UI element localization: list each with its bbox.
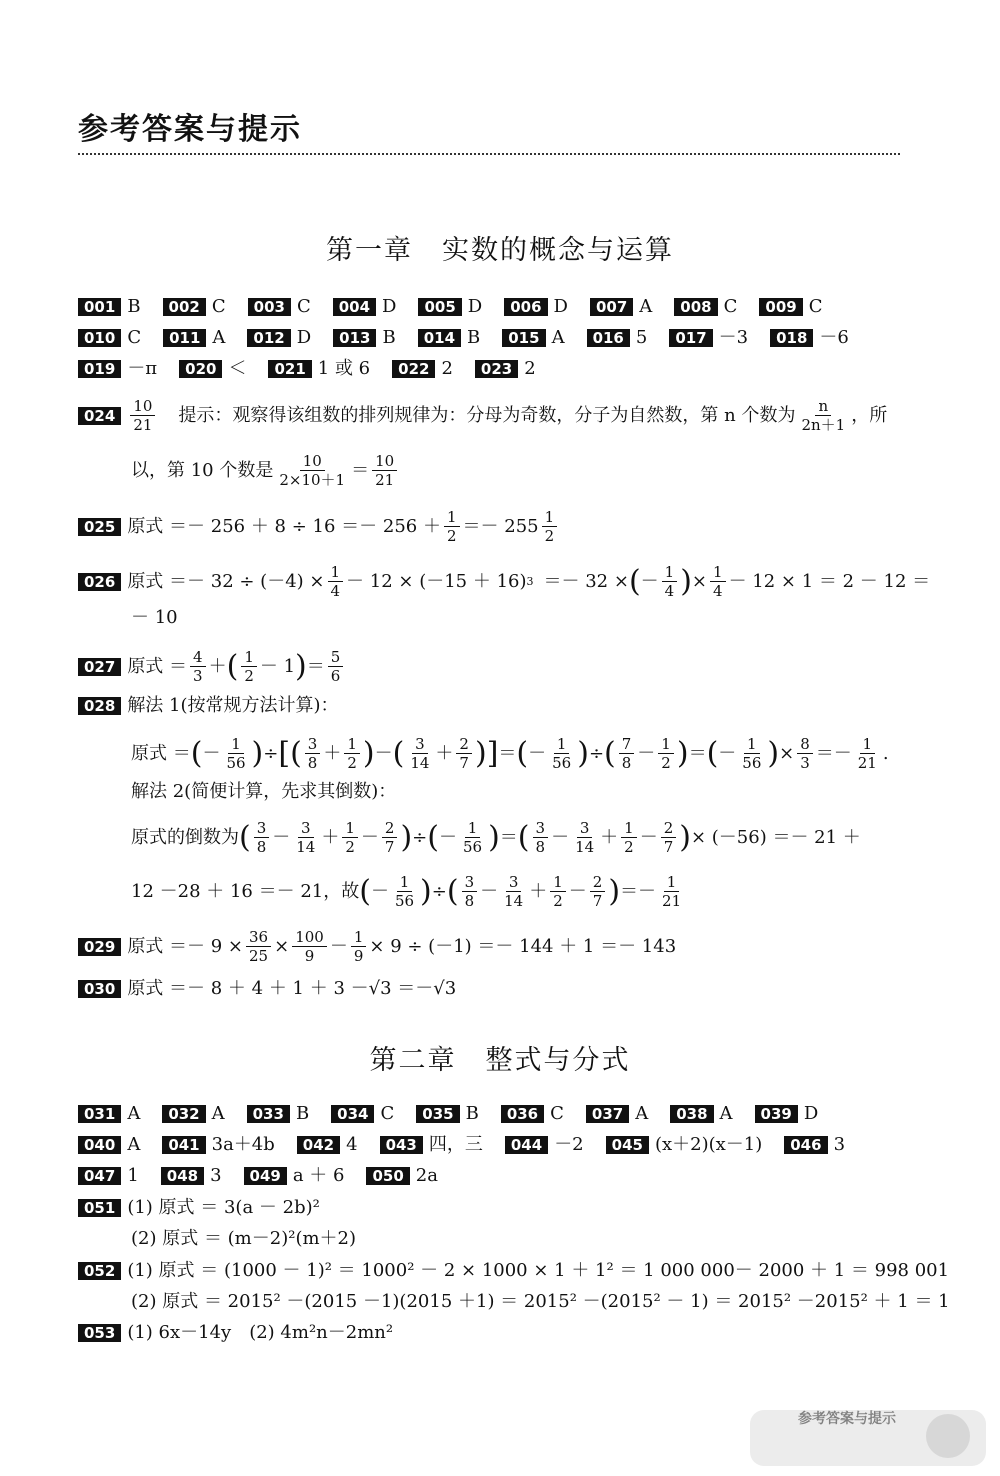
question-tag: 047 <box>78 1167 121 1185</box>
answer-item <box>418 325 481 351</box>
fraction: $\frac{36}{25}$ <box>246 928 271 965</box>
answer-052: 052 (1) 原式 ＝ (1000 － 1)² ＝ 1000² － 2 × 1000 × 1 ＋ 1² ＝ 1 000 000－ 2000 ＋ 1 ＝ 998 001 <box>78 1258 949 1284</box>
answer-item <box>248 294 311 320</box>
answer-value: A <box>551 327 565 348</box>
answer-value: D <box>296 327 312 348</box>
answer-item <box>78 1163 139 1189</box>
question-tag: 024 <box>78 407 121 425</box>
answer-026: 026 原式 ＝－ 32 ÷ (－4) × $\frac{1}{4}$ － 12 × (－15 ＋ 16) 3 ＝－ 32 × ( － $\frac{1}{4}$ ) × $\frac{1}{4}$ － 12 × 1 ＝ 2 － 12 ＝ <box>78 563 930 600</box>
answer-item <box>587 325 648 351</box>
question-tag: 019 <box>78 360 121 378</box>
answer-item <box>475 356 536 382</box>
question-tag: 050 <box>366 1167 409 1185</box>
answer-value: C <box>380 1103 395 1124</box>
question-tag: 001 <box>78 298 121 316</box>
answer-value: 1 <box>127 1165 139 1186</box>
answer-value: A <box>127 1103 141 1124</box>
question-tag: 013 <box>333 329 376 347</box>
answer-value: 4 <box>346 1134 358 1155</box>
answer-item <box>297 1132 358 1158</box>
answer-value: C <box>127 327 142 348</box>
question-tag: 027 <box>78 658 121 676</box>
question-tag: 048 <box>161 1167 204 1185</box>
question-tag: 033 <box>247 1105 290 1123</box>
answer-item <box>606 1132 763 1158</box>
question-tag: 008 <box>674 298 717 316</box>
question-tag: 038 <box>670 1105 713 1123</box>
answer-value: 2a <box>415 1165 438 1186</box>
answer-item <box>501 1101 564 1127</box>
answer-item <box>244 1163 345 1189</box>
fraction: $\frac{4}{3}$ <box>190 648 206 685</box>
answer-025: 025 原式 ＝－ 256 ＋ 8 ÷ 16 ＝－ 256 ＋ $\frac{1}{2}$ ＝－ 255 $\frac{1}{2}$ <box>78 508 560 545</box>
answer-value: C <box>723 296 738 317</box>
question-tag: 021 <box>268 360 311 378</box>
answer-value: 1 或 6 <box>317 358 371 379</box>
answer-026-cont: － 10 <box>131 607 178 628</box>
answer-029: 029 原式 ＝－ 9 × $\frac{36}{25}$ × $\frac{100}{9}$ － $\frac{1}{9}$ × 9 ÷ (－1) ＝－ 144 ＋ 1 ＝－ 143 <box>78 928 676 965</box>
fraction: $\frac{1}{2}$ <box>241 648 257 685</box>
answer-item <box>161 1163 222 1189</box>
answer-value: C <box>808 296 823 317</box>
question-tag: 032 <box>162 1105 205 1123</box>
answer-value: B <box>295 1103 310 1124</box>
question-tag: 029 <box>78 938 121 956</box>
answer-value: －2 <box>554 1134 584 1155</box>
answer-item <box>759 294 822 320</box>
question-tag: 005 <box>418 298 461 316</box>
question-tag: 020 <box>179 360 222 378</box>
answer-value: B <box>382 327 396 348</box>
answer-value: C <box>211 296 226 317</box>
answer-053: 053 (1) 6x－14y (2) 4m²n－2mn² <box>78 1320 393 1346</box>
question-tag: 040 <box>78 1136 121 1154</box>
question-tag: 052 <box>78 1262 121 1280</box>
question-tag: 053 <box>78 1324 121 1342</box>
answer-item <box>418 294 482 320</box>
answer-030: 030 原式 ＝－ 8 ＋ 4 ＋ 1 ＋ 3 －√3 ＝－√3 <box>78 976 456 1002</box>
answer-item <box>78 325 141 351</box>
answer-item <box>179 356 246 382</box>
question-tag: 051 <box>78 1199 121 1217</box>
answer-item <box>333 325 396 351</box>
fraction: $\frac{1}{4}$ <box>710 563 726 600</box>
answer-value: B <box>465 1103 479 1124</box>
answer-value: A <box>211 1103 225 1124</box>
fraction: $\frac{1}{4}$ <box>328 563 344 600</box>
answer-value: 2 <box>524 358 536 379</box>
answer-item <box>586 1101 648 1127</box>
question-tag: 016 <box>587 329 630 347</box>
question-tag: 028 <box>78 697 121 715</box>
question-tag: 030 <box>78 980 121 998</box>
answer-052-cont: (2) 原式 ＝ 2015² －(2015 －1)(2015 ＋1) ＝ 2015² －(2015² － 1) ＝ 2015² －2015² ＋ 1 ＝ 1 <box>131 1291 950 1312</box>
answer-value: A <box>719 1103 733 1124</box>
question-tag: 035 <box>416 1105 459 1123</box>
answer-value: 2 <box>441 358 453 379</box>
chapter-1-title: 第一章 实数的概念与运算 <box>326 235 674 266</box>
question-tag: 009 <box>759 298 802 316</box>
answer-item <box>247 325 311 351</box>
answer-value: B <box>467 327 481 348</box>
fraction: $\frac{5}{6}$ <box>328 648 344 685</box>
fraction: $\frac{10}{21}$ <box>372 452 397 489</box>
question-tag: 003 <box>248 298 291 316</box>
question-tag: 023 <box>475 360 518 378</box>
title-divider <box>78 153 900 155</box>
answer-value: A <box>639 296 653 317</box>
fraction: $\frac{1}{4}$ <box>662 563 678 600</box>
fraction: $\frac{n}{2n+1}$ <box>801 397 846 434</box>
question-tag: 041 <box>162 1136 205 1154</box>
question-tag: 025 <box>78 518 121 536</box>
fraction: $\frac{1}{2}$ <box>542 508 558 545</box>
hint-text: 提示：观察得该组数的排列规律为：分母为奇数，分子为自然数，第 n 个数为 <box>178 404 796 426</box>
answer-item <box>78 294 141 320</box>
chapter-2-title: 第二章 整式与分式 <box>369 1045 631 1076</box>
answer-028-step: 原式的倒数为 ( $\frac{3}{8}$ － $\frac{3}{14}$ ＋ $\frac{1}{2}$ － $\frac{2}{7}$ ) ÷ ( － $\frac{1}{56}$ ) ＝ ( $\frac{3}{8}$ － $\frac{3}{14}$ ＋ $\frac{1}{2}$ － $\frac{2}{7}$ ) × (－56) ＝－ 21 ＋ <box>131 819 861 856</box>
answer-item <box>331 1101 394 1127</box>
fraction: $\frac{10}{21}$ <box>130 397 155 434</box>
fraction: $\frac{100}{9}$ <box>292 928 327 965</box>
answer-item <box>163 294 226 320</box>
answer-item <box>502 325 564 351</box>
answer-value: 3 <box>833 1134 846 1155</box>
answer-value: －6 <box>819 327 849 348</box>
answer-row <box>78 294 844 320</box>
answer-value: －3 <box>718 327 749 348</box>
question-tag: 031 <box>78 1105 121 1123</box>
answer-item <box>78 1132 140 1158</box>
answer-item <box>247 1101 310 1127</box>
answer-value: 3a＋4b <box>211 1134 275 1155</box>
answer-row <box>78 356 558 382</box>
answer-row <box>78 1101 840 1127</box>
question-tag: 049 <box>244 1167 287 1185</box>
answer-value: (x＋2)(x－1) <box>654 1134 763 1155</box>
answer-value: a ＋ 6 <box>292 1165 345 1186</box>
answer-value: 3 <box>210 1165 222 1186</box>
fraction: $\frac{1}{9}$ <box>351 928 367 965</box>
question-tag: 010 <box>78 329 121 347</box>
answer-value: C <box>296 296 311 317</box>
answer-item <box>670 1101 732 1127</box>
question-tag: 018 <box>770 329 813 347</box>
answer-028-step: 原式 ＝ ( － $\frac{1}{56}$ ) ÷ [ ( $\frac{3}{8}$ ＋ $\frac{1}{2}$ ) － ( $\frac{3}{14}$ ＋ $\frac{2}{7}$ ) ] ＝ ( － $\frac{1}{56}$ ) ÷ ( $\frac{7}{8}$ － $\frac{1}{2}$ ) ＝ ( － $\frac{1}{56}$ ) × $\frac{8}{3}$ ＝－ $\frac{1}{21}$ . <box>131 735 889 772</box>
answer-value: －π <box>127 358 158 379</box>
answer-value: 5 <box>635 327 648 348</box>
question-tag: 036 <box>501 1105 544 1123</box>
answer-item <box>78 356 157 382</box>
answer-item <box>504 294 568 320</box>
answer-row <box>78 1163 460 1189</box>
answer-item <box>770 325 849 351</box>
answer-024: 024 $\frac{10}{21}$ 提示：观察得该组数的排列规律为：分母为奇数，分子为自然数，第 n 个数为 $\frac{n}{2n+1}$ ，所 <box>78 397 887 434</box>
answer-value: D <box>382 296 397 317</box>
question-tag: 015 <box>502 329 545 347</box>
answer-027: 027 原式 ＝ $\frac{4}{3}$ ＋ ( $\frac{1}{2}$ － 1 ) ＝ $\frac{5}{6}$ <box>78 648 346 685</box>
question-tag: 007 <box>590 298 633 316</box>
question-tag: 039 <box>755 1105 798 1123</box>
question-tag: 022 <box>392 360 435 378</box>
question-tag: 046 <box>784 1136 827 1154</box>
answer-item <box>162 1101 224 1127</box>
answer-value: A <box>212 327 226 348</box>
answer-item <box>392 356 453 382</box>
question-tag: 045 <box>606 1136 649 1154</box>
answer-value: A <box>127 1134 141 1155</box>
answer-value: ＜ <box>228 358 247 379</box>
answer-item <box>163 325 225 351</box>
answer-row <box>78 325 871 351</box>
answer-value: D <box>467 296 483 317</box>
answer-value: A <box>635 1103 649 1124</box>
answer-item <box>755 1101 819 1127</box>
question-tag: 006 <box>504 298 547 316</box>
answer-value: C <box>550 1103 564 1124</box>
question-tag: 017 <box>669 329 712 347</box>
question-tag: 002 <box>163 298 206 316</box>
answer-item <box>590 294 652 320</box>
question-tag: 004 <box>333 298 376 316</box>
fraction: $\frac{1}{2}$ <box>444 508 460 545</box>
answer-item <box>380 1132 483 1158</box>
page-title: 参考答案与提示 <box>78 112 302 147</box>
answer-item <box>505 1132 584 1158</box>
answer-024-cont: 以，第 10 个数是 $\frac{10}{2\times 10+1}$ ＝ $\frac{10}{21}$ <box>131 452 400 489</box>
answer-item <box>784 1132 845 1158</box>
watermark-logo-icon <box>748 1406 988 1470</box>
answer-028-step: 12 －28 ＋ 16 ＝－ 21，故 ( － $\frac{1}{56}$ ) ÷ ( $\frac{3}{8}$ － $\frac{3}{14}$ ＋ $\frac{1}{2}$ － $\frac{2}{7}$ ) ＝－ $\frac{1}{21}$ <box>131 873 682 910</box>
answer-item <box>268 356 370 382</box>
question-tag: 037 <box>586 1105 629 1123</box>
answer-value: 四，三 <box>428 1134 483 1155</box>
answer-item <box>366 1163 438 1189</box>
question-tag: 026 <box>78 573 121 591</box>
answer-value: D <box>553 296 568 317</box>
fraction: $\frac{10}{2\times 10+1}$ <box>279 452 346 489</box>
answer-row <box>78 1132 867 1158</box>
answer-item <box>78 1101 140 1127</box>
answer-051: 051 (1) 原式 ＝ 3(a － 2b)² <box>78 1195 320 1221</box>
question-tag: 043 <box>380 1136 423 1154</box>
answer-value: B <box>127 296 141 317</box>
answer-value: D <box>803 1103 819 1124</box>
answer-028-method2: 解法 2(简便计算，先求其倒数)： <box>131 781 397 802</box>
answer-item <box>669 325 748 351</box>
question-tag: 011 <box>163 329 206 347</box>
question-tag: 042 <box>297 1136 340 1154</box>
answer-item <box>674 294 737 320</box>
question-tag: 034 <box>331 1105 374 1123</box>
answer-item <box>416 1101 479 1127</box>
answer-051-cont: (2) 原式 ＝ (m－2)²(m＋2) <box>131 1228 357 1249</box>
answer-item <box>162 1132 274 1158</box>
question-tag: 044 <box>505 1136 548 1154</box>
question-tag: 012 <box>247 329 290 347</box>
answer-028: 028 解法 1(按常规方法计算)： <box>78 693 339 719</box>
question-tag: 014 <box>418 329 461 347</box>
answer-item <box>333 294 397 320</box>
